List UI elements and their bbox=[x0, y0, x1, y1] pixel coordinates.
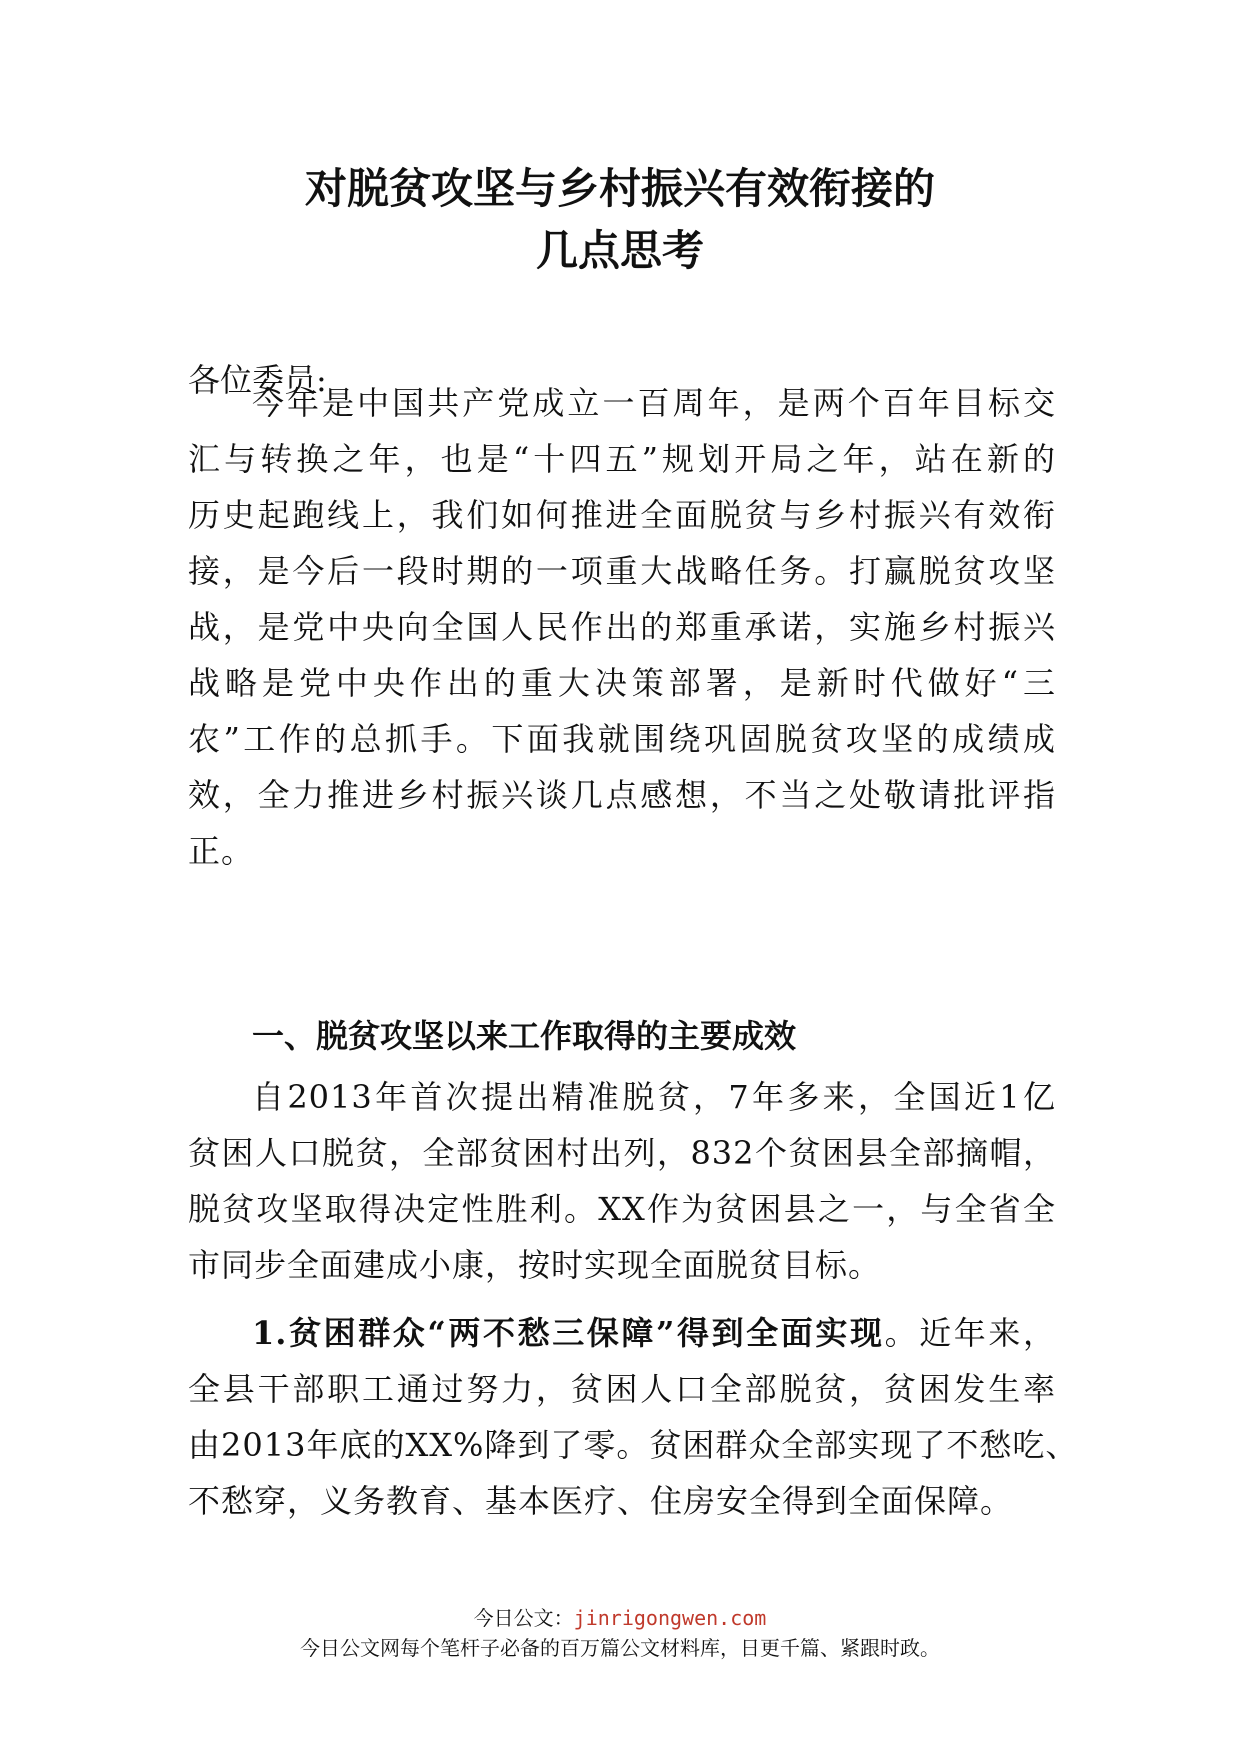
salutation: 各位委员: bbox=[188, 361, 327, 399]
item-1-line: 由2013年底的XX%降到了零。贫困群众全部实现了不愁吃、 bbox=[188, 1426, 1079, 1464]
document-title-line-2: 几点思考 bbox=[535, 226, 704, 275]
intro-line: 历史起跑线上，我们如何推进全面脱贫与乡村振兴有效衔 bbox=[188, 496, 1056, 534]
intro-line: 农”工作的总抓手。下面我就围绕巩固脱贫攻坚的成绩成 bbox=[188, 720, 1056, 758]
footer-link-label: 今日公文： bbox=[473, 1606, 574, 1630]
item-1-first-line bbox=[252, 1302, 1056, 1364]
item-1-line: 不愁穿，义务教育、基本医疗、住房安全得到全面保障。 bbox=[188, 1482, 1014, 1520]
intro-line: 接，是今后一段时期的一项重大战略任务。打赢脱贫攻坚 bbox=[188, 552, 1056, 590]
section-1-heading: 一、脱贫攻坚以来工作取得的主要成效 bbox=[252, 1017, 797, 1055]
item-1-line: 全县干部职工通过努力，贫困人口全部脱贫，贫困发生率 bbox=[188, 1370, 1056, 1408]
item-1-lead-rest: 。近年来， bbox=[884, 1314, 1056, 1352]
footer-website bbox=[0, 1604, 1240, 1632]
intro-line: 今年是中国共产党成立一百周年，是两个百年目标交 bbox=[252, 384, 1056, 422]
section-1-line: 脱贫攻坚取得决定性胜利。XX作为贫困县之一，与全省全 bbox=[188, 1190, 1056, 1228]
intro-line: 正。 bbox=[188, 832, 255, 870]
item-1-bold-lead: 1.贫困群众“两不愁三保障”得到全面实现 bbox=[252, 1314, 885, 1352]
section-1-line: 市同步全面建成小康，按时实现全面脱贫目标。 bbox=[188, 1246, 882, 1284]
document-title-line-1: 对脱贫攻坚与乡村振兴有效衔接的 bbox=[304, 164, 935, 213]
intro-line: 汇与转换之年，也是“十四五”规划开局之年，站在新的 bbox=[188, 440, 1056, 478]
section-1-line: 贫困人口脱贫，全部贫困村出列，832个贫困县全部摘帽， bbox=[188, 1134, 1056, 1172]
section-1-line: 自2013年首次提出精准脱贫，7年多来，全国近1亿 bbox=[252, 1078, 1056, 1116]
intro-line: 战，是党中央向全国人民作出的郑重承诺，实施乡村振兴 bbox=[188, 608, 1056, 646]
footer-slogan: 今日公文网每个笔杆子必备的百万篇公文材料库，日更千篇、紧跟时政。 bbox=[300, 1636, 940, 1660]
footer-link-url[interactable]: jinrigongwen.com bbox=[573, 1606, 767, 1630]
intro-line: 战略是党中央作出的重大决策部署，是新时代做好“三 bbox=[188, 664, 1056, 702]
intro-line: 效，全力推进乡村振兴谈几点感想，不当之处敬请批评指 bbox=[188, 776, 1056, 814]
